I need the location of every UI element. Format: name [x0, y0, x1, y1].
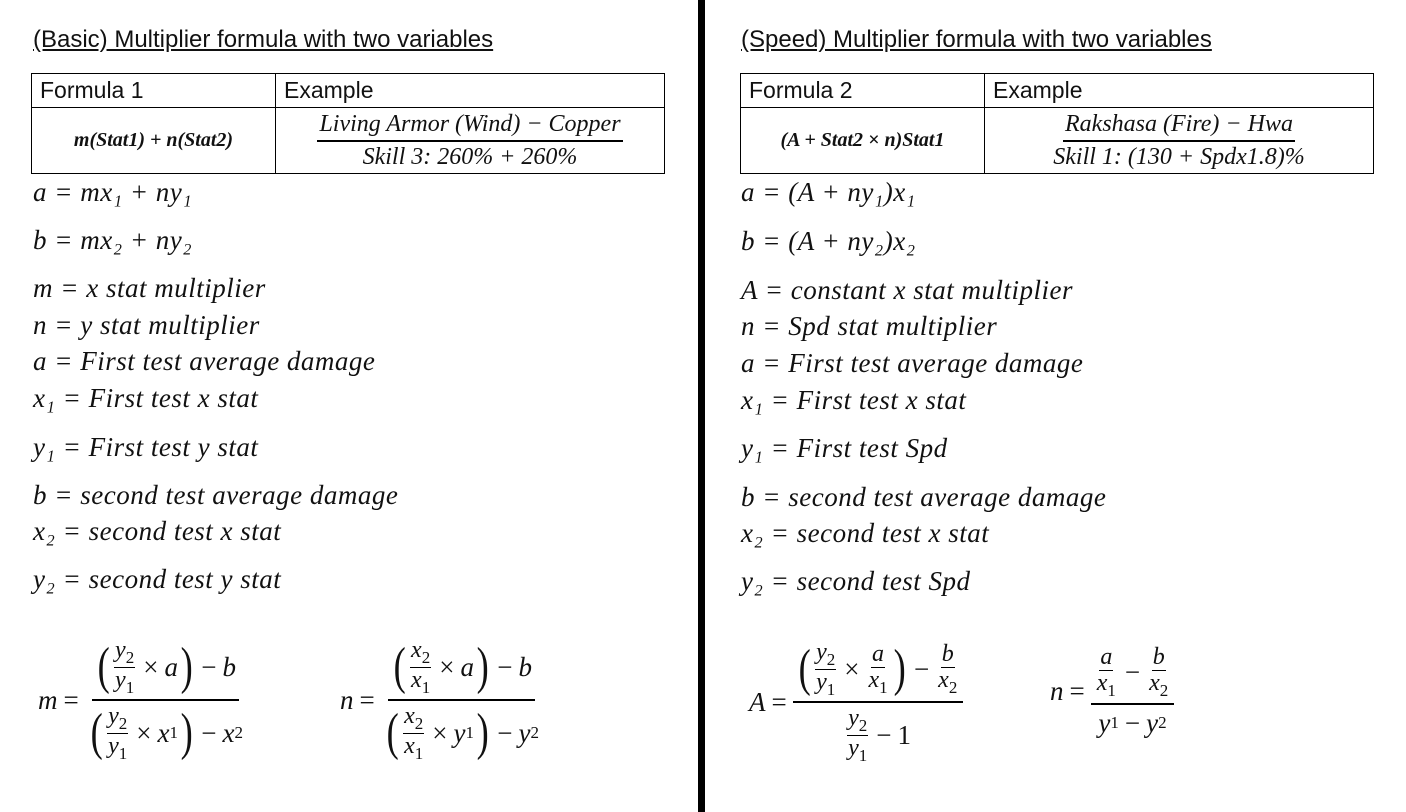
formula-n-speed: n = a $x_1$ − $\frac{b}{x_2}$ y 1 − y 2: [1050, 645, 1174, 739]
formula-2-text: (A + Stat2 × n)Stat1: [780, 129, 945, 151]
formula-n-speed-lhs: n: [1050, 676, 1064, 707]
def-n: n = y stat multiplier: [33, 310, 260, 340]
formula-1-text: m(Stat1) + n(Stat2): [73, 129, 234, 151]
example-1-denominator: Skill 3: 260% + 260%: [362, 143, 578, 170]
formula-n-fraction: ( $\frac{x_2}{x_1}$ × a ) − b ( $\frac{x_2}{x_1}$ × y 1 ) − y 2: [386, 637, 539, 763]
example-2-fraction: [993, 111, 1365, 171]
speed-formula-table: [740, 73, 1374, 174]
speed-def-a: a = First test average damage: [741, 348, 1084, 378]
speed-equation-a: a = (A + ny₁)x₁: [741, 177, 916, 207]
example-1-numerator: Living Armor (Wind) − Copper: [317, 111, 622, 142]
formula-1-header: Formula 1: [32, 74, 276, 108]
panel-divider: [698, 0, 705, 812]
formula-A: A = ( $\frac{y_2}{y_1}$ × $\frac{a}{x_1}$ ) − $\frac{b}{x_2}$ $y_2$ $y_1$ − 1: [749, 640, 963, 765]
speed-def-y2: y₂ = second test Spd: [741, 566, 971, 596]
speed-heading: (Speed) Multiplier formula with two variables: [741, 26, 1212, 53]
speed-formula-panel: [705, 0, 1406, 812]
formula-1-expression: [32, 108, 276, 174]
def-a: a = First test average damage: [33, 346, 376, 376]
formula-m-fraction: ( $\frac{y_2}{y_1}$ × a ) − b ( $\frac{y_2}{y_1}$ × x 1 ) − x 2: [90, 637, 243, 763]
formula-m-lhs: m: [38, 684, 58, 715]
basic-formula-panel: [0, 0, 698, 812]
speed-def-x1: x₁ = First test x stat: [741, 385, 967, 415]
speed-def-b: b = second test average damage: [741, 482, 1107, 512]
speed-def-y1: y₁ = First test Spd: [741, 433, 948, 463]
example-1-fraction: [284, 111, 656, 171]
speed-equation-b: b = (A + ny₂)x₂: [741, 226, 916, 256]
def-x1: x₁ = First test x stat: [33, 383, 259, 413]
def-y2: y₂ = second test y stat: [33, 564, 282, 594]
def-x2: x₂ = second test x stat: [33, 516, 282, 546]
formula-m: m = ( $\frac{y_2}{y_1}$ × a ) − b ( $\frac{y_2}{y_1}$ × x 1 ) − x 2: [38, 638, 246, 763]
def-y1: y₁ = First test y stat: [33, 432, 259, 462]
def-b: b = second test average damage: [33, 480, 399, 510]
def-m: m = x stat multiplier: [33, 273, 266, 303]
def-n-spd: n = Spd stat multiplier: [741, 311, 998, 341]
example-header: Example: [276, 74, 665, 108]
formula-n-lhs: n: [340, 684, 354, 715]
basic-formula-table: [31, 73, 665, 174]
example-2-cell: [985, 108, 1374, 174]
def-A: A = constant x stat multiplier: [741, 275, 1073, 305]
equation-b: b = mx₂ + ny₂: [33, 225, 193, 255]
formula-2-expression: [741, 108, 985, 174]
example-2-header: Example: [985, 74, 1374, 108]
example-1-cell: [276, 108, 665, 174]
formula-A-lhs: A: [749, 686, 766, 717]
speed-def-x2: x₂ = second test x stat: [741, 518, 990, 548]
example-2-denominator: Skill 1: (130 + Spdx1.8)%: [1053, 143, 1305, 170]
equation-a: a = mx₁ + ny₁: [33, 177, 193, 207]
example-2-numerator: Rakshasa (Fire) − Hwa: [1063, 111, 1295, 142]
formula-n: n = ( $\frac{x_2}{x_1}$ × a ) − b ( $\frac{x_2}{x_1}$ × y 1 ) − y 2: [340, 638, 542, 763]
formula-2-header: Formula 2: [741, 74, 985, 108]
formula-A-fraction: ( $\frac{y_2}{y_1}$ × $\frac{a}{x_1}$ ) − $\frac{b}{x_2}$ $y_2$ $y_1$ − 1: [793, 640, 964, 765]
basic-heading: (Basic) Multiplier formula with two variables: [33, 26, 494, 53]
formula-n-speed-fraction: a $x_1$ − $\frac{b}{x_2}$ y 1 − y 2: [1091, 645, 1175, 739]
